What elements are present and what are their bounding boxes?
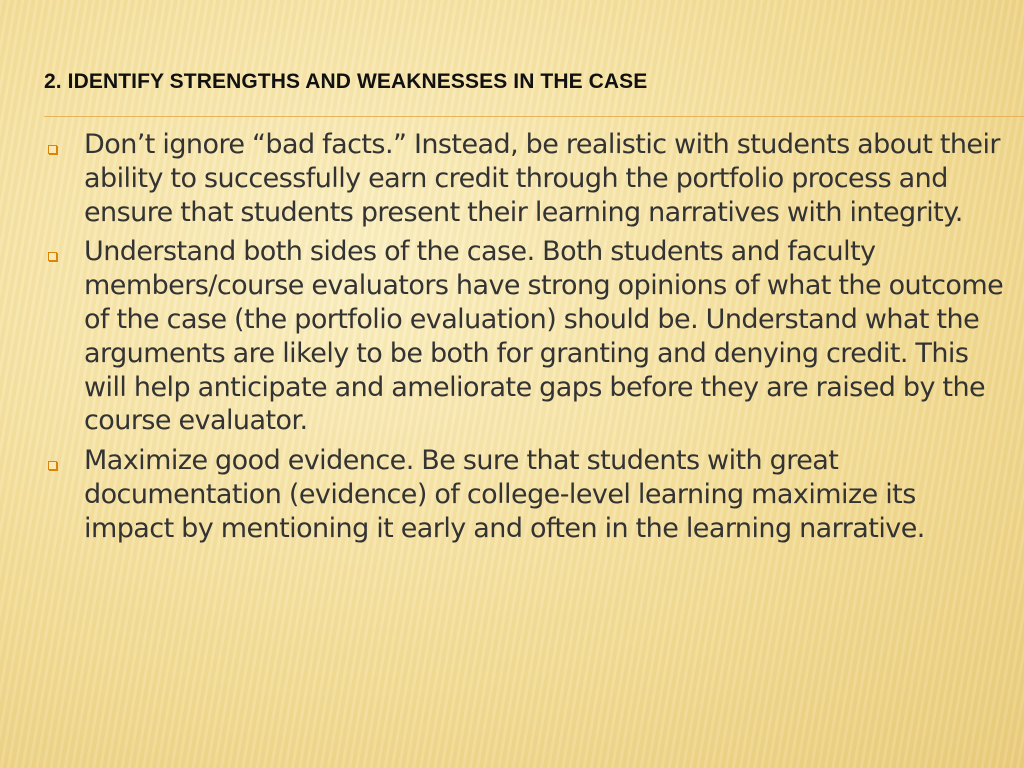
slide-title: 2. IDENTIFY STRENGTHS AND WEAKNESSES IN THE CASE bbox=[44, 70, 648, 93]
bullet-text: Maximize good evidence. Be sure that students with great documentation (evidence) of college-level learning maximize its impact by mentioning it early and often in the learning narrative. bbox=[84, 445, 925, 544]
bullet-text: Understand both sides of the case. Both students and faculty members/course evaluators have strong opinions of what the outcome of the case (the portfolio evaluation) should be. Understand what the arguments are likely to be both for granting and denying credit. This will help anticipate and ameliorate gaps before they are raised by the course evaluator. bbox=[84, 236, 1004, 437]
square-bullet-icon bbox=[48, 461, 57, 470]
bullet-item bbox=[44, 444, 1004, 545]
bullet-item bbox=[44, 128, 1004, 229]
title-divider bbox=[44, 116, 1024, 117]
square-bullet-icon bbox=[48, 252, 57, 261]
bullet-item bbox=[44, 235, 1004, 438]
bullet-list bbox=[44, 128, 1004, 552]
bullet-text: Don’t ignore “bad facts.” Instead, be realistic with students about their ability to successfully earn credit through the portfolio process and ensure that students present their learning narratives with integrity. bbox=[84, 129, 1000, 228]
square-bullet-icon bbox=[48, 145, 57, 154]
